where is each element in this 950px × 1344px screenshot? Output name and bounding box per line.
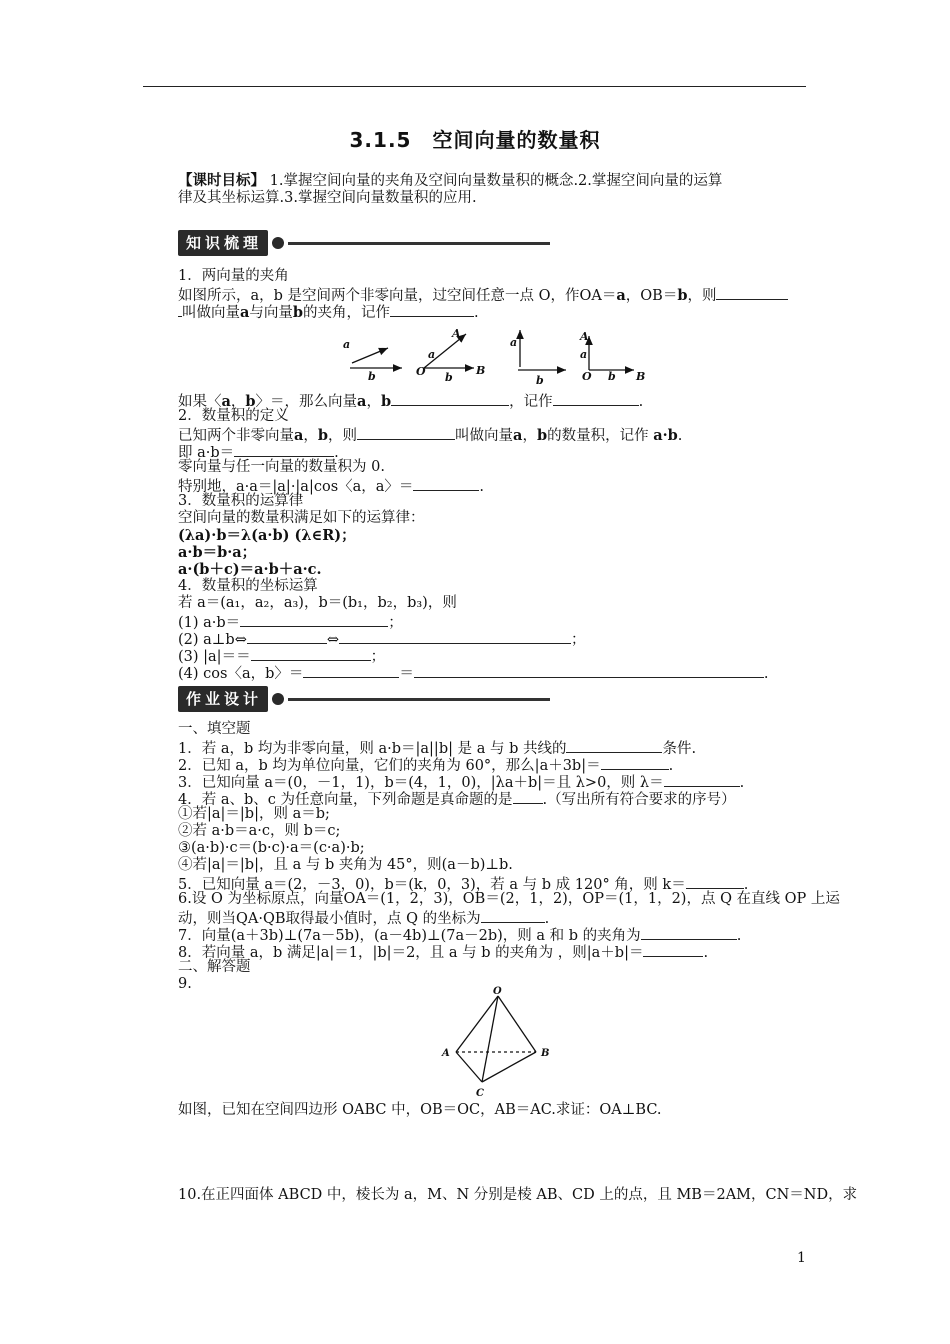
heading-answers: 二、解答题: [178, 959, 251, 975]
label-O: O: [582, 370, 592, 383]
coord-item-2: (2) a⊥b⇔ ⇔ ；: [178, 629, 586, 649]
objective-label: 【课时目标】: [178, 172, 265, 189]
coord-item-1: (1) a·b＝ ；: [178, 612, 403, 632]
option-4: ④若|a|＝|b|，且 a 与 b 夹角为 45°，则(a－b)⊥b.: [178, 857, 513, 873]
label-A: A: [452, 327, 461, 340]
question-2: 2．已知 a，b 均为单位向量，它们的夹角为 60°，那么|a＋3b|＝ .: [178, 755, 673, 775]
vertex-O: O: [493, 986, 502, 997]
label-b: b: [368, 370, 376, 383]
label-O: O: [416, 365, 426, 378]
section-banner-homework: [178, 686, 550, 712]
vertex-C: C: [476, 1088, 484, 1098]
question-5: 5．已知向量 a＝(2，－3，0)，b＝(k，0，3)，若 a 与 b 成 120° 角，则 k＝ .: [178, 874, 748, 894]
label-B: B: [476, 364, 486, 377]
label-A: A: [580, 330, 589, 343]
label-a: a: [510, 336, 518, 349]
page-number: 1: [797, 1250, 806, 1266]
section-banner-knowledge: [178, 230, 550, 256]
question-6-line-2: 动，则当QA·QB取得最小值时，点 Q 的坐标为 .: [178, 908, 549, 928]
para-angle-1: 如图所示，a，b 是空间两个非零向量，过空间任意一点 O，作OA＝a，OB＝b，则: [178, 285, 788, 305]
objective-line-1: 【课时目标】 1.掌握空间向量的夹角及空间向量数量积的概念.2.掌握空间向量的运算: [178, 172, 723, 189]
coord-item-3: (3) |a|＝＝ ；: [178, 646, 385, 666]
question-6-line-1: 6.设 O 为坐标原点，向量OA＝(1，2，3)，OB＝(2，1，2)，OP＝(1，1，2)，点 Q 在直线 OP 上运: [178, 891, 840, 907]
para-angle-2: 叫做向量a与向量b的夹角，记作 .: [178, 302, 479, 322]
label-a: a: [343, 338, 351, 351]
question-9: 如图，已知在空间四边形 OABC 中，OB＝OC，AB＝AC.求证：OA⊥BC.: [178, 1102, 662, 1118]
header-rule: [143, 86, 806, 87]
para-zero-vector: 零向量与任一向量的数量积为 0.: [178, 459, 385, 475]
label-b: b: [445, 371, 453, 384]
label-b: b: [536, 374, 544, 387]
bullet-icon: [272, 237, 284, 249]
label-b: b: [608, 370, 616, 383]
question-1: 1．若 a，b 均为非零向量，则 a·b＝|a||b| 是 a 与 b 共线的 条件.: [178, 738, 696, 758]
para-coordinates: 若 a＝(a₁，a₂，a₃)，b＝(b₁，b₂，b₃)，则: [178, 595, 457, 611]
vertex-B: B: [541, 1048, 550, 1059]
para-dot-formula: 即 a·b＝ .: [178, 442, 339, 462]
law-1: (λa)·b＝λ(a·b) (λ∈R)；: [178, 527, 356, 544]
para-laws: 空间向量的数量积满足如下的运算律：: [178, 510, 425, 526]
para-special: 特别地，a·a＝|a|·|a|cos〈a，a〉＝ .: [178, 476, 484, 496]
label-B: B: [636, 370, 646, 383]
option-1: ①若|a|＝|b|，则 a＝b;: [178, 806, 330, 822]
section-rule: [288, 242, 550, 245]
heading-laws: 3．数量积的运算律: [178, 493, 304, 509]
question-10: 10.在正四面体 ABCD 中，棱长为 a，M、N 分别是棱 AB、CD 上的点，且 MB＝2AM，CN＝ND，求: [178, 1187, 858, 1203]
heading-coordinates: 4．数量积的坐标运算: [178, 578, 318, 594]
option-2: ②若 a·b＝a·c，则 b＝c;: [178, 823, 341, 839]
label-a: a: [428, 348, 436, 361]
page-title: 3.1.5 空间向量的数量积: [349, 128, 601, 152]
bullet-icon: [272, 693, 284, 705]
section-title: 作业设计: [178, 686, 268, 712]
label-a: a: [580, 348, 588, 361]
law-2: a·b＝b·a；: [178, 544, 257, 561]
heading-dot-product: 2．数量积的定义: [178, 408, 289, 424]
coord-item-4: (4) cos〈a，b〉＝ ＝ .: [178, 663, 768, 683]
heading-angle: 1．两向量的夹角: [178, 268, 289, 284]
law-3: a·(b＋c)＝a·b＋a·c.: [178, 561, 322, 578]
objective-line-2: 律及其坐标运算.3.掌握空间向量数量积的应用.: [178, 190, 477, 206]
heading-fill-in: 一、填空题: [178, 721, 251, 737]
question-8: 8．若向量 a，b 满足|a|＝1，|b|＝2，且 a 与 b 的夹角为 ，则|a＋b|＝ .: [178, 942, 708, 962]
section-rule: [288, 698, 550, 701]
question-4: 4．若 a、b、c 为任意向量，下列命题是真命题的是 .（写出所有符合要求的序号）: [178, 789, 736, 809]
angle-figure: [330, 326, 660, 388]
option-3: ③(a·b)·c＝(b·c)·a＝(c·a)·b;: [178, 840, 365, 856]
question-3: 3．已知向量 a＝(0，－1，1)，b＝(4，1，0)，|λa＋b|＝且 λ>0，则 λ＝ .: [178, 772, 744, 792]
para-angle-3: 如果〈a，b〉＝，那么向量a，b ，记作 .: [178, 393, 644, 410]
question-7: 7．向量(a＋3b)⊥(7a－5b)，(a－4b)⊥(7a－2b)，则 a 和 b 的夹角为 .: [178, 925, 741, 945]
tetrahedron-figure: [438, 984, 558, 1098]
question-9-number: 9.: [178, 976, 192, 992]
section-title: 知识梳理: [178, 230, 268, 256]
vertex-A: A: [442, 1048, 450, 1059]
para-dot-def: 已知两个非零向量a，b，则 叫做向量a，b的数量积，记作 a·b.: [178, 427, 683, 444]
